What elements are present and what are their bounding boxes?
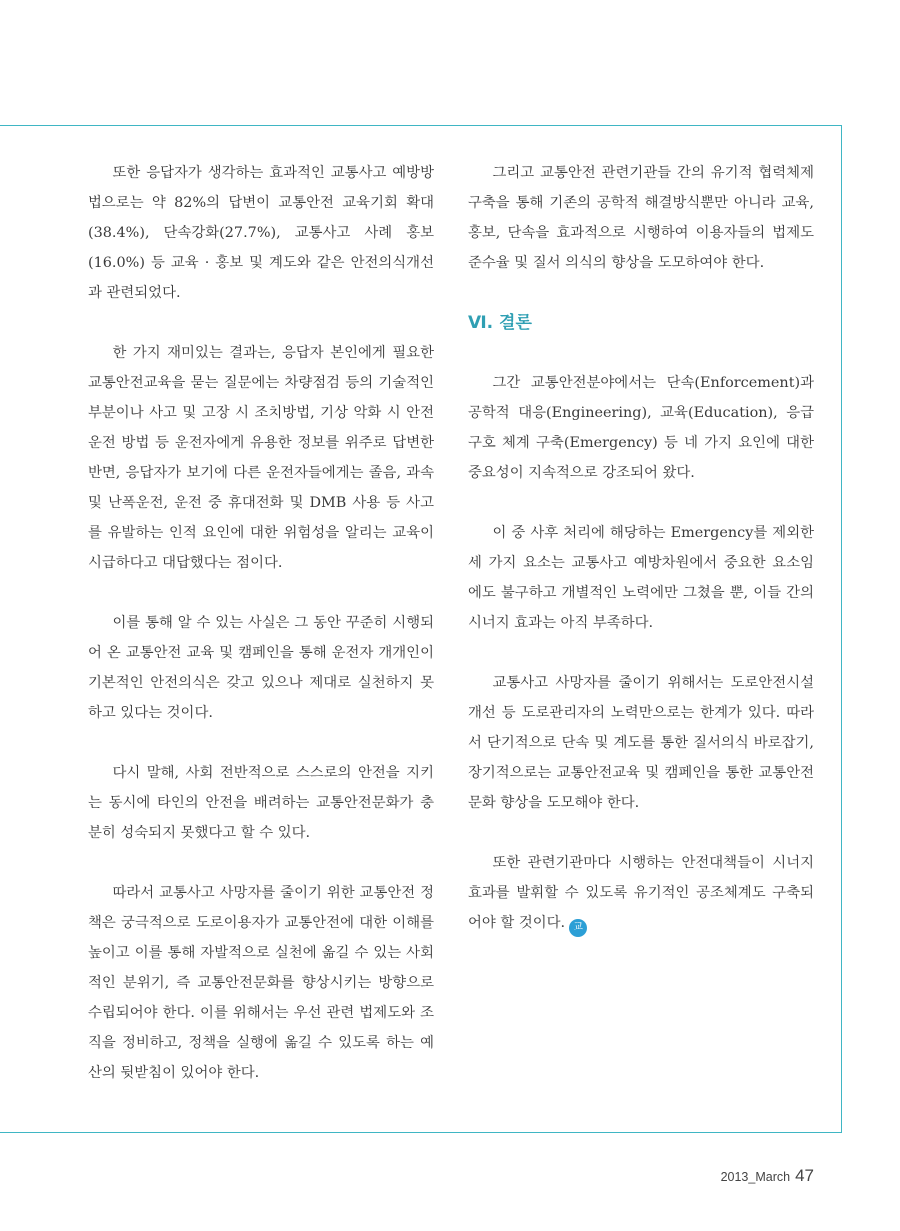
section-heading: Ⅵ. 결론: [468, 313, 532, 333]
closing-text: 또한 관련기관마다 시행하는 안전대책들이 시너지 효과를 발휘할 수 있도록 유기적인 공조체계도 구축되어야 할 것이다.: [468, 855, 814, 931]
left-column: [88, 158, 434, 1118]
body-paragraph: 따라서 교통사고 사망자를 줄이기 위한 교통안전 정책은 궁극적으로 도로이용자가 교통안전에 대한 이해를 높이고 이를 통해 자발적으로 실천에 옮길 수 있는 사회적인 분위기, 즉 교통안전문화를 향상시키는 방향으로 수립되어야 한다. 이를 위해서는 우선 관련 법제도와 조직을 정비하고, 정책을 실행에 옮길 수 있도록 하는 예산의 뒷받침이 있어야 한다.: [88, 885, 434, 1081]
closing-paragraph: [468, 848, 814, 938]
body-paragraph: 그간 교통안전분야에서는 단속(Enforcement)과 공학적 대응(Engineering), 교육(Education), 응급구호 체계 구축(Emergency) 등 네 가지 요인에 대한 중요성이 지속적으로 강조되어 왔다.: [468, 375, 814, 481]
body-paragraph: 이를 통해 알 수 있는 사실은 그 동안 꾸준히 시행되어 온 교통안전 교육 및 캠페인을 통해 운전자 개개인이 기본적인 안전의식은 갖고 있으나 제대로 실천하지 못하고 있다는 것이다.: [88, 615, 434, 721]
body-paragraph: 또한 응답자가 생각하는 효과적인 교통사고 예방방법으로는 약 82%의 답변이 교통안전 교육기회 확대(38.4%), 단속강화(27.7%), 교통사고 사례 홍보(16.0%) 등 교육 · 홍보 및 계도와 같은 안전의식개선과 관련되었다.: [88, 165, 434, 301]
page-number: 47: [795, 1166, 814, 1185]
right-column: [468, 158, 814, 968]
body-paragraph: 한 가지 재미있는 결과는, 응답자 본인에게 필요한 교통안전교육을 묻는 질문에는 차량점검 등의 기술적인 부분이나 사고 및 고장 시 조치방법, 기상 악화 시 안전운전 방법 등 운전자에게 유용한 정보를 위주로 답변한 반면, 응답자가 보기에 다른 운전자들에게는 졸음, 과속 및 난폭운전, 운전 중 휴대전화 및 DMB 사용 등 사고를 유발하는 인적 요인에 대한 위험성을 알리는 교육이 시급하다고 대답했다는 점이다.: [88, 345, 434, 571]
issue-label: 2013_March: [720, 1170, 791, 1184]
end-mark-icon: 교: [569, 919, 587, 937]
body-paragraph: 그리고 교통안전 관련기관들 간의 유기적 협력체제 구축을 통해 기존의 공학적 해결방식뿐만 아니라 교육, 홍보, 단속을 효과적으로 시행하여 이용자들의 법제도 준수율 및 질서 의식의 향상을 도모하여야 한다.: [468, 165, 814, 271]
page-footer: [721, 1166, 814, 1186]
body-paragraph: 다시 말해, 사회 전반적으로 스스로의 안전을 지키는 동시에 타인의 안전을 배려하는 교통안전문화가 충분히 성숙되지 못했다고 할 수 있다.: [88, 765, 434, 841]
body-paragraph: 교통사고 사망자를 줄이기 위해서는 도로안전시설 개선 등 도로관리자의 노력만으로는 한계가 있다. 따라서 단기적으로 단속 및 계도를 통한 질서의식 바로잡기, 장기적으로는 교통안전교육 및 캠페인을 통한 교통안전문화 향상을 도모해야 한다.: [468, 675, 814, 811]
body-paragraph: 이 중 사후 처리에 해당하는 Emergency를 제외한 세 가지 요소는 교통사고 예방차원에서 중요한 요소임에도 불구하고 개별적인 노력에만 그쳤을 뿐, 이들 간의 시너지 효과는 아직 부족하다.: [468, 525, 814, 631]
